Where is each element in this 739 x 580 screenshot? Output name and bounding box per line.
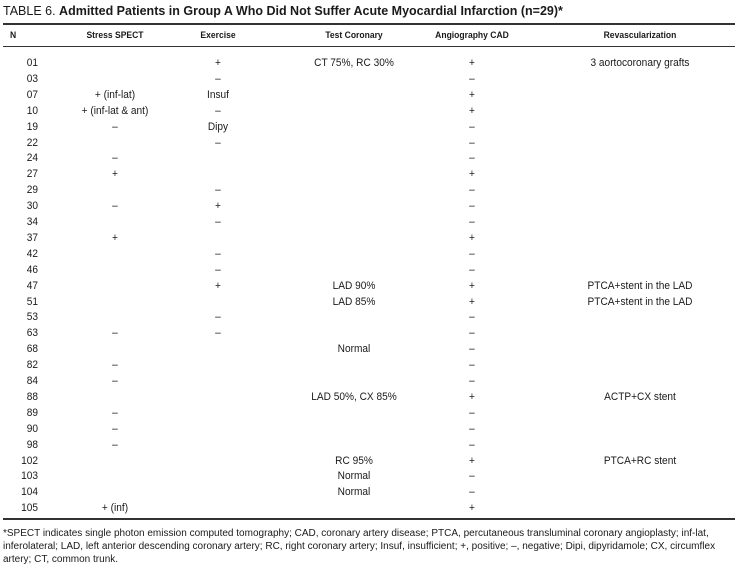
cell-angiography-cad: + <box>469 454 475 467</box>
header-revascularization: Revascularization <box>603 30 677 41</box>
cell-angiography-cad: + <box>469 390 475 403</box>
cell-stress-spect: + (inf) <box>101 502 129 515</box>
cell-angiography-cad: + <box>469 279 475 292</box>
cell-n: 29 <box>26 184 38 197</box>
table-title <box>3 4 733 19</box>
cell-n: 88 <box>26 390 38 403</box>
table-footnote: *SPECT indicates single photon emission computed tomography; CAD, coronary artery disease; PTCA, percutaneous transluminal coronary angioplasty; inf-lat, inferolateral; LAD, left anterior descending coronary artery; RC, right coronary artery; Insuf, insufficient; +, positive; –, negative; Dipi, dipyridamole; CX, circumflex artery; CT, common trunk. <box>3 528 716 565</box>
header-angiography-cad: Angiography CAD <box>435 30 509 41</box>
cell-test-coronary: CT 75%, RC 30% <box>314 57 394 69</box>
cell-angiography-cad: – <box>469 470 475 483</box>
cell-revascularization: 3 aortocoronary grafts <box>590 57 690 69</box>
header-rule <box>3 46 735 47</box>
cell-n: 19 <box>26 120 38 133</box>
cell-n: 63 <box>26 327 38 340</box>
table-number: TABLE 6. <box>3 4 60 18</box>
cell-stress-spect: – <box>112 120 118 133</box>
cell-n: 84 <box>26 375 38 387</box>
cell-n: 01 <box>26 57 38 69</box>
header-n: N <box>10 30 17 41</box>
cell-n: 53 <box>26 311 38 324</box>
cell-angiography-cad: – <box>469 406 475 419</box>
cell-test-coronary: Normal <box>337 343 371 356</box>
cell-angiography-cad: – <box>469 263 475 276</box>
cell-exercise: – <box>215 327 221 340</box>
cell-angiography-cad: – <box>469 486 475 499</box>
cell-n: 30 <box>26 200 38 213</box>
cell-n: 68 <box>26 343 38 356</box>
cell-test-coronary: Normal <box>337 486 371 499</box>
cell-angiography-cad: – <box>469 247 475 260</box>
cell-stress-spect: + (inf-lat) <box>94 88 136 101</box>
cell-n: 105 <box>21 502 38 515</box>
cell-n: 46 <box>26 263 38 276</box>
cell-angiography-cad: + <box>469 88 475 101</box>
cell-n: 104 <box>21 486 38 499</box>
cell-exercise: + <box>215 200 221 213</box>
cell-stress-spect: – <box>112 152 118 165</box>
cell-test-coronary: LAD 85% <box>332 295 376 308</box>
cell-test-coronary: LAD 90% <box>332 279 376 292</box>
cell-n: 27 <box>26 168 38 181</box>
cell-n: 07 <box>26 88 38 101</box>
cell-angiography-cad: – <box>469 200 475 213</box>
cell-exercise: – <box>215 72 221 85</box>
cell-exercise: + <box>215 279 221 292</box>
cell-n: 03 <box>26 72 38 85</box>
cell-n: 10 <box>26 104 38 117</box>
cell-exercise: – <box>215 311 221 324</box>
cell-angiography-cad: – <box>469 152 475 165</box>
cell-revascularization: PTCA+stent in the LAD <box>587 279 693 292</box>
cell-stress-spect: + <box>112 168 118 181</box>
cell-stress-spect: – <box>112 438 118 451</box>
cell-stress-spect: – <box>112 422 118 435</box>
cell-n: 47 <box>26 279 38 292</box>
cell-stress-spect: – <box>112 406 118 419</box>
cell-exercise: – <box>215 104 221 117</box>
cell-n: 22 <box>26 136 38 149</box>
cell-stress-spect: – <box>112 200 118 213</box>
cell-angiography-cad: – <box>469 359 475 372</box>
top-rule <box>3 23 735 25</box>
cell-revascularization: PTCA+stent in the LAD <box>587 295 693 308</box>
cell-angiography-cad: + <box>469 104 475 117</box>
header-exercise: Exercise <box>200 30 236 41</box>
cell-angiography-cad: – <box>469 72 475 85</box>
cell-exercise: – <box>215 263 221 276</box>
cell-n: 90 <box>26 422 38 435</box>
cell-angiography-cad: + <box>469 231 475 244</box>
cell-angiography-cad: – <box>469 311 475 324</box>
cell-test-coronary: RC 95% <box>335 454 373 467</box>
cell-revascularization: ACTP+CX stent <box>604 390 676 403</box>
cell-n: 82 <box>26 359 38 372</box>
cell-stress-spect: + (inf-lat & ant) <box>81 104 149 117</box>
cell-angiography-cad: + <box>469 295 475 308</box>
cell-angiography-cad: – <box>469 120 475 133</box>
header-test-coronary: Test Coronary <box>325 30 383 41</box>
cell-stress-spect: – <box>112 375 118 387</box>
cell-n: 103 <box>21 470 38 483</box>
cell-stress-spect: – <box>112 327 118 340</box>
cell-revascularization: PTCA+RC stent <box>603 454 677 467</box>
cell-angiography-cad: – <box>469 184 475 197</box>
cell-exercise: + <box>215 57 221 69</box>
cell-angiography-cad: – <box>469 327 475 340</box>
cell-angiography-cad: – <box>469 375 475 387</box>
cell-exercise: – <box>215 216 221 228</box>
cell-angiography-cad: – <box>469 438 475 451</box>
cell-n: 24 <box>26 152 38 165</box>
header-stress-spect: Stress SPECT <box>86 30 144 41</box>
cell-test-coronary: Normal <box>337 470 371 483</box>
cell-n: 89 <box>26 406 38 419</box>
cell-angiography-cad: – <box>469 343 475 356</box>
cell-test-coronary: LAD 50%, CX 85% <box>311 390 397 403</box>
cell-angiography-cad: + <box>469 502 475 515</box>
cell-exercise: Insuf <box>207 88 229 101</box>
cell-n: 42 <box>26 247 38 260</box>
cell-n: 37 <box>26 231 38 244</box>
cell-n: 34 <box>26 216 38 228</box>
cell-angiography-cad: – <box>469 216 475 228</box>
cell-angiography-cad: + <box>469 168 475 181</box>
cell-exercise: – <box>215 247 221 260</box>
cell-exercise: – <box>215 136 221 149</box>
cell-exercise: Dipy <box>207 120 229 133</box>
table-caption: Admitted Patients in Group A Who Did Not Suffer Acute Myocardial Infarction (n=29)* <box>59 4 563 18</box>
cell-angiography-cad: + <box>469 57 475 69</box>
bottom-rule <box>3 518 735 520</box>
cell-stress-spect: – <box>112 359 118 372</box>
cell-angiography-cad: – <box>469 136 475 149</box>
cell-angiography-cad: – <box>469 422 475 435</box>
cell-n: 98 <box>26 438 38 451</box>
cell-stress-spect: + <box>112 231 118 244</box>
cell-n: 102 <box>21 454 38 467</box>
cell-n: 51 <box>26 295 38 308</box>
cell-exercise: – <box>215 184 221 197</box>
